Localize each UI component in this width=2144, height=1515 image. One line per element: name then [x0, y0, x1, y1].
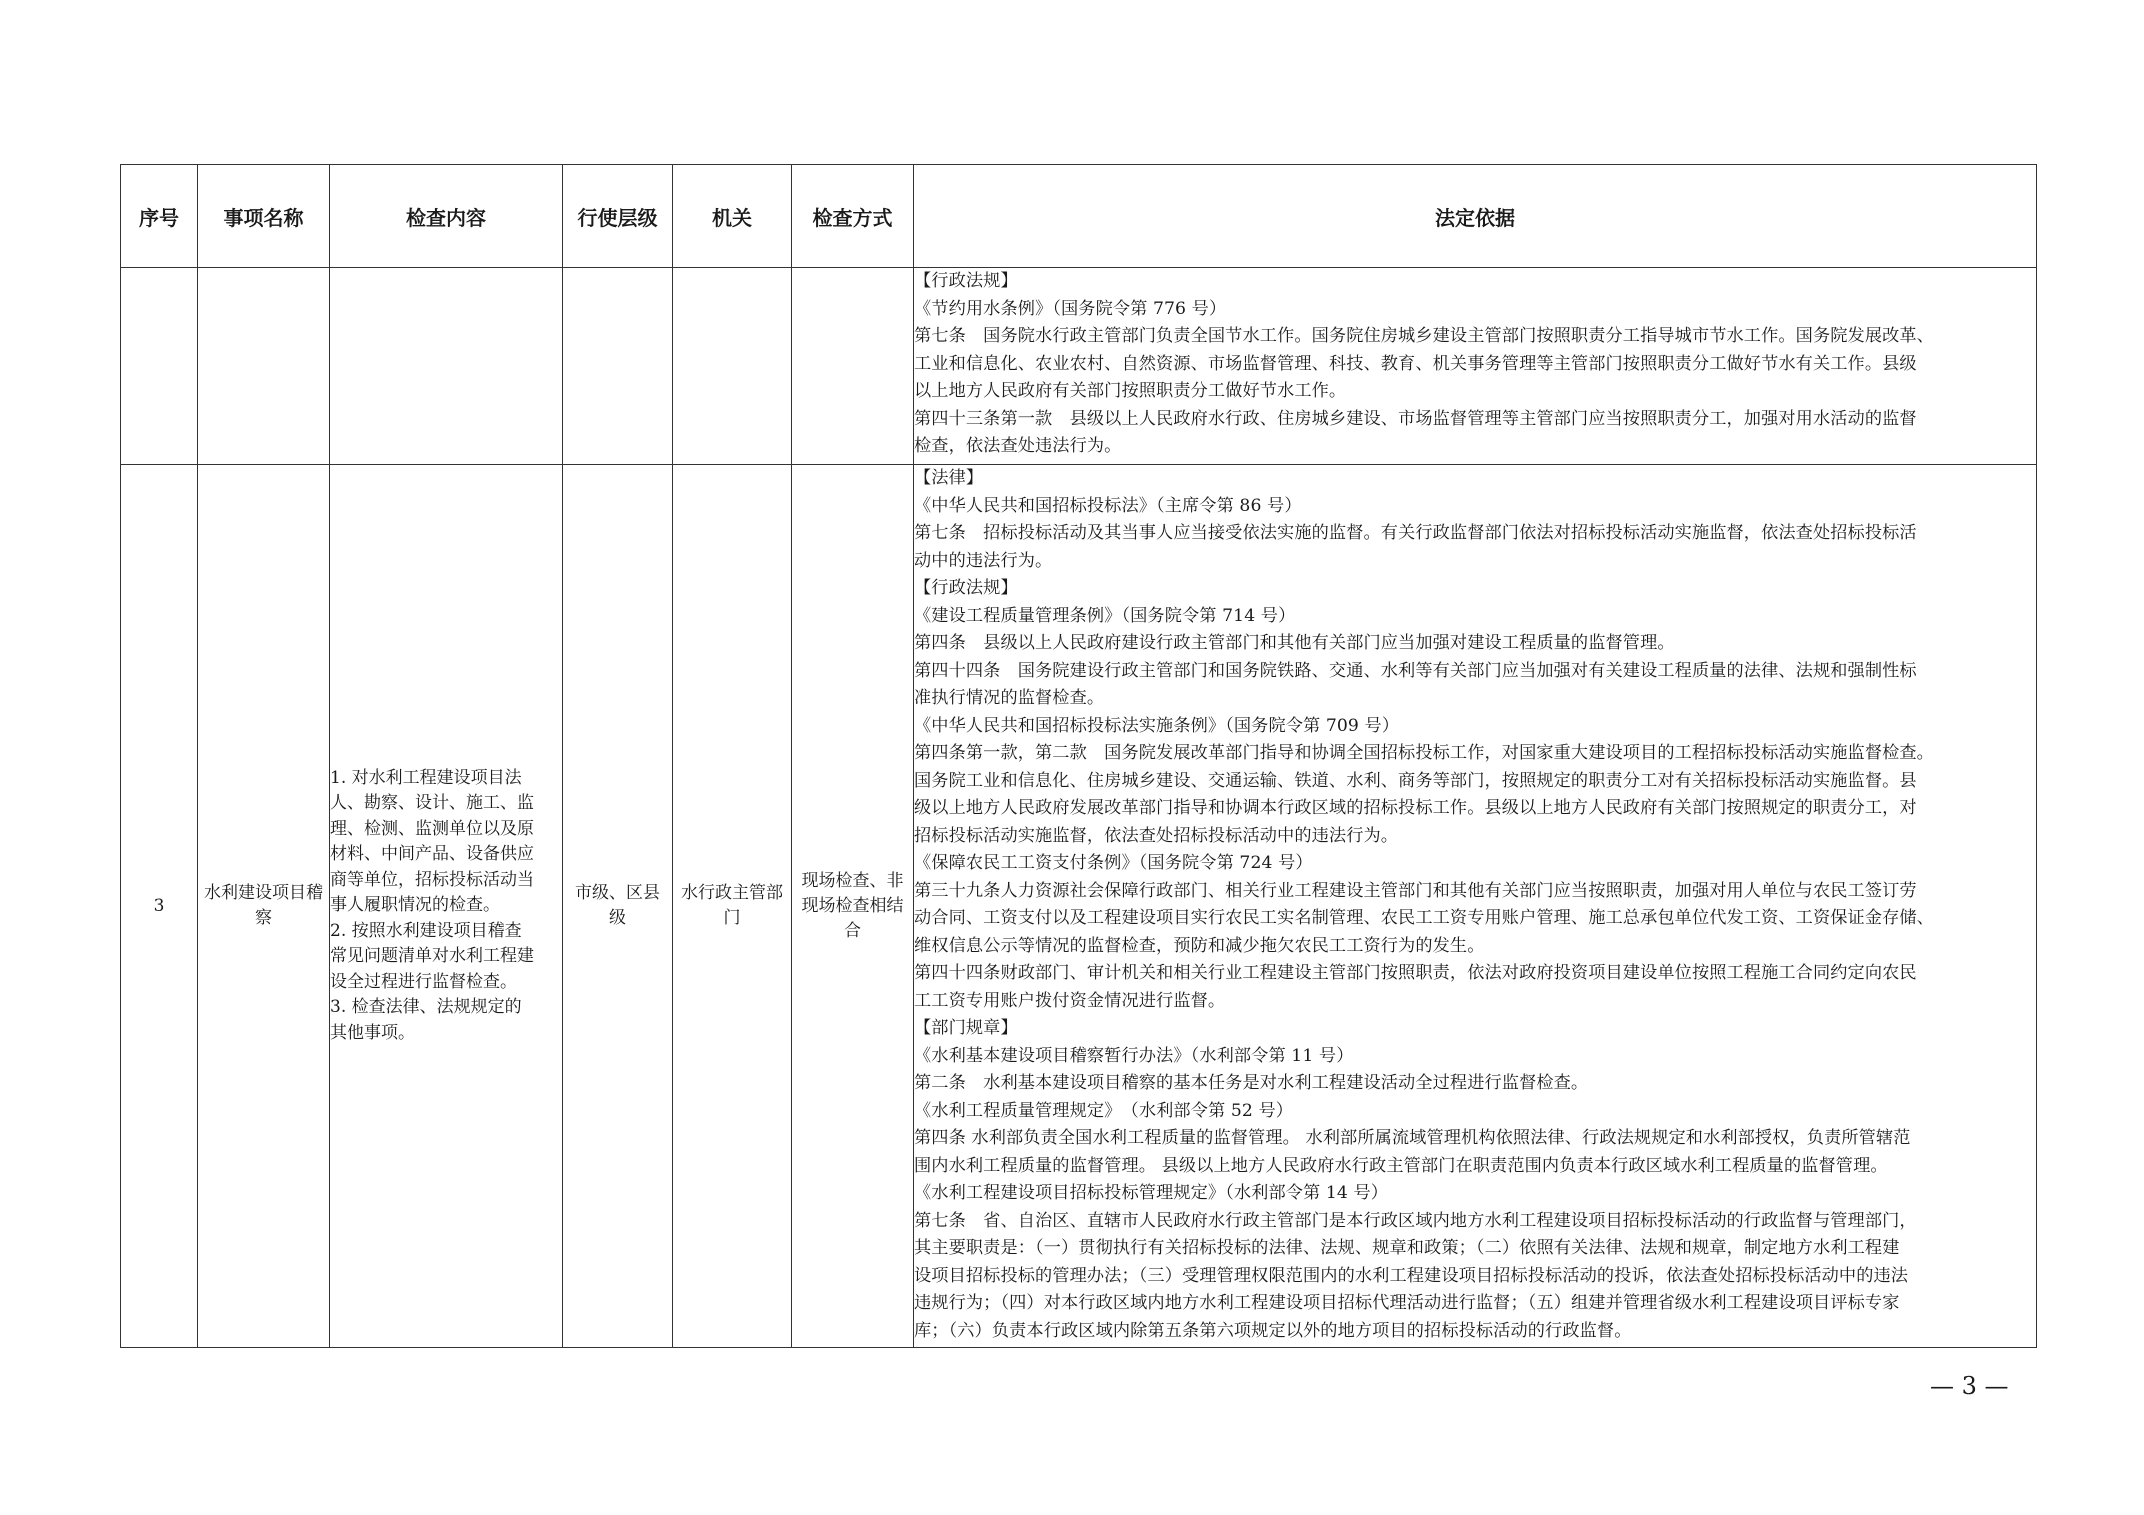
basis-line: 检查，依法查处违法行为。 [914, 436, 1122, 456]
basis-line: 《水利工程质量管理规定》 （水利部令第 52 号） [914, 1100, 1294, 1121]
basis-line: 《建设工程质量管理条例》（国务院令第 714 号） [914, 605, 1296, 626]
cell-agency [673, 268, 792, 465]
basis-line: 第四条 水利部负责全国水利工程质量的监督管理。 水利部所属流域管理机构依照法律、行政法规规定和水利部授权，负责所管辖范 [914, 1128, 1911, 1148]
header-item-name: 事项名称 [198, 165, 330, 268]
cell-level [563, 268, 673, 465]
basis-line: 动合同、工资支付以及工程建设项目实行农民工实名制管理、农民工工资专用账户管理、施工总承包单位代发工资、工资保证金存储、 [914, 908, 1934, 928]
basis-line: 工工资专用账户拨付资金情况进行监督。 [914, 990, 1226, 1011]
header-check-method: 检查方式 [792, 165, 914, 268]
basis-line: 【部门规章】 [914, 1018, 1018, 1038]
header-check-content: 检查内容 [330, 165, 563, 268]
level-text: 市级、区县级 [575, 883, 660, 928]
basis-line: 其主要职责是：（一）贯彻执行有关招标投标的法律、法规、规章和政策；（二）依照有关法律、法规和规章，制定地方水利工程建 [914, 1238, 1900, 1258]
cell-check-method [792, 465, 914, 1348]
basis-line: 《中华人民共和国招标投标法实施条例》（国务院令第 709 号） [914, 715, 1400, 736]
basis-line: 《水利工程建设项目招标投标管理规定》（水利部令第 14 号） [914, 1183, 1389, 1203]
basis-line: 以上地方人民政府有关部门按照职责分工做好节水工作。 [914, 381, 1347, 401]
cell-item-name [198, 465, 330, 1348]
basis-line: 【行政法规】 [914, 271, 1018, 291]
content-line: 商等单位，招标投标活动当 [330, 869, 534, 890]
content-line: 1. 对水利工程建设项目法 [330, 767, 522, 788]
content-line: 2. 按照水利建设项目稽查 [330, 920, 522, 941]
basis-line: 【行政法规】 [914, 578, 1018, 598]
basis-line: 围内水利工程质量的监督管理。 县级以上地方人民政府水行政主管部门在职责范围内负责本行政区域水利工程质量的监督管理。 [914, 1155, 1888, 1176]
cell-check-method [792, 268, 914, 465]
header-seq: 序号 [121, 165, 198, 268]
basis-line: 第七条 招标投标活动及其当事人应当接受依法实施的监督。有关行政监督部门依法对招标投标活动实施监督，依法查处招标投标活 [914, 523, 1917, 543]
cell-seq [121, 465, 198, 1348]
basis-line: 第七条 省、自治区、直辖市人民政府水行政主管部门是本行政区域内地方水利工程建设项目招标投标活动的行政监督与管理部门， [914, 1210, 1917, 1231]
basis-line: 设项目招标投标的管理办法；（三）受理管理权限范围内的水利工程建设项目招标投标活动的投诉，依法查处招标投标活动中的违法 [914, 1265, 1909, 1286]
cell-agency [673, 465, 792, 1348]
basis-line: 准执行情况的监督检查。 [914, 688, 1105, 708]
basis-line: 《中华人民共和国招标投标法》（主席令第 86 号） [914, 495, 1302, 516]
content-line: 理、检测、监测单位以及原 [330, 818, 534, 839]
basis-line: 《节约用水条例》（国务院令第 776 号） [914, 298, 1227, 319]
table-row [121, 465, 2037, 1348]
basis-line: 动中的违法行为。 [914, 550, 1053, 571]
basis-line: 库；（六）负责本行政区域内除第五条第六项规定以外的地方项目的招标投标活动的行政监督。 [914, 1320, 1632, 1341]
basis-line: 第三十九条人力资源社会保障行政部门、相关行业工程建设主管部门和其他有关部门应当按照职责，加强对用人单位与农民工签订劳 [914, 880, 1917, 901]
basis-line: 第四十四条财政部门、审计机关和相关行业工程建设主管部门按照职责，依法对政府投资项目建设单位按照工程施工合同约定向农民 [914, 963, 1917, 983]
header-level: 行使层级 [563, 165, 673, 268]
basis-line: 第二条 水利基本建设项目稽察的基本任务是对水利工程建设活动全过程进行监督检查。 [914, 1073, 1589, 1093]
basis-line: 《保障农民工工资支付条例》（国务院令第 724 号） [914, 853, 1313, 873]
header-agency: 机关 [673, 165, 792, 268]
basis-line: 第四条第一款，第二款 国务院发展改革部门指导和协调全国招标投标工作，对国家重大建设项目的工程招标投标活动实施监督检查。 [914, 743, 1934, 763]
agency-text: 水行政主管部门 [681, 883, 783, 928]
basis-line: 违规行为；（四）对本行政区域内地方水利工程建设项目招标代理活动进行监督；（五）组建并管理省级水利工程建设项目评标专家 [914, 1293, 1900, 1313]
content-line: 其他事项。 [330, 1022, 415, 1043]
content-line: 常见问题清单对水利工程建 [330, 946, 534, 967]
basis-line: 第四十三条第一款 县级以上人民政府水行政、住房城乡建设、市场监督管理等主管部门应当按照职责分工，加强对用水活动的监督 [914, 408, 1917, 429]
basis-line: 第四条 县级以上人民政府建设行政主管部门和其他有关部门应当加强对建设工程质量的监督管理。 [914, 633, 1675, 653]
basis-line: 【法律】 [914, 468, 984, 488]
cell-item-name [198, 268, 330, 465]
inspection-table [120, 164, 2037, 1348]
page-number: — 3 — [1930, 1372, 2009, 1400]
basis-line: 招标投标活动实施监督，依法查处招标投标活动中的违法行为。 [914, 825, 1399, 846]
header-row [121, 165, 2037, 268]
basis-line: 维权信息公示等情况的监督检查，预防和减少拖欠农民工工资行为的发生。 [914, 935, 1485, 956]
content-line: 人、勘察、设计、施工、监 [330, 793, 534, 814]
basis-line: 第四十四条 国务院建设行政主管部门和国务院铁路、交通、水利等有关部门应当加强对有关建设工程质量的法律、法规和强制性标 [914, 660, 1917, 681]
cell-check-content [330, 268, 563, 465]
table-row [121, 268, 2037, 465]
cell-check-content [330, 465, 563, 1348]
cell-seq [121, 268, 198, 465]
cell-legal-basis [914, 465, 2037, 1348]
content-line: 材料、中间产品、设备供应 [330, 844, 534, 865]
content-line: 3. 检查法律、法规规定的 [330, 997, 522, 1018]
item-name: 水利建设项目稽察 [204, 883, 323, 928]
basis-line: 国务院工业和信息化、住房城乡建设、交通运输、铁道、水利、商务等部门，按照规定的职责分工对有关招标投标活动实施监督。县 [914, 770, 1917, 791]
cell-legal-basis [914, 268, 2037, 465]
seq-number: 3 [153, 895, 165, 916]
basis-line: 级以上地方人民政府发展改革部门指导和协调本行政区域的招标投标工作。县级以上地方人民政府有关部门按照规定的职责分工，对 [914, 798, 1917, 818]
method-text: 现场检查、非现场检查相结合 [801, 870, 904, 941]
content-line: 事人履职情况的检查。 [330, 895, 500, 916]
cell-level [563, 465, 673, 1348]
header-legal-basis: 法定依据 [914, 165, 2037, 268]
basis-line: 第七条 国务院水行政主管部门负责全国节水工作。国务院住房城乡建设主管部门按照职责分工指导城市节水工作。国务院发展改革、 [914, 326, 1934, 346]
content-line: 设全过程进行监督检查。 [330, 971, 517, 992]
basis-line: 工业和信息化、农业农村、自然资源、市场监督管理、科技、教育、机关事务管理等主管部门按照职责分工做好节水有关工作。县级 [914, 353, 1917, 374]
basis-line: 《水利基本建设项目稽察暂行办法》（水利部令第 11 号） [914, 1045, 1354, 1066]
